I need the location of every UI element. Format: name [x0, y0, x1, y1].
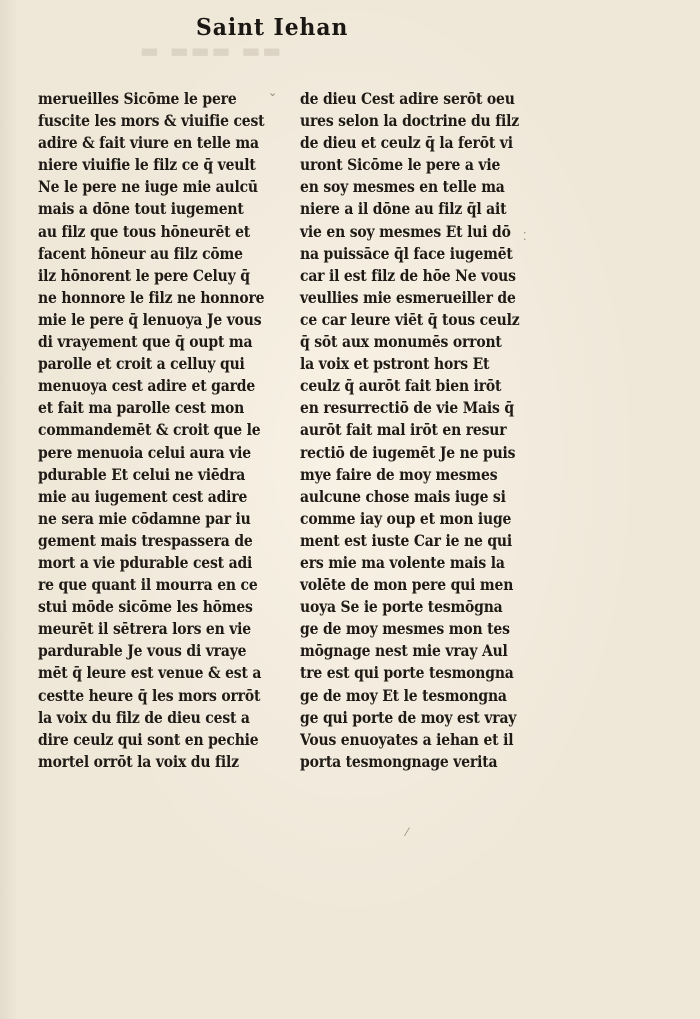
text-line: q̄ sōt aux monumēs orront: [300, 332, 502, 352]
paper-speck: ⁚: [523, 230, 527, 243]
text-line: pardurable Je vous di vraye: [38, 641, 247, 661]
running-head: Saint Iehan: [196, 14, 349, 41]
text-line: pere menuoia celui aura vie: [38, 442, 251, 462]
text-line: ge qui porte de moy est vray: [300, 707, 517, 727]
text-line: na puissāce q̄l face iugemēt: [300, 243, 513, 263]
text-line: mye faire de moy mesmes: [300, 464, 498, 484]
text-line: di vrayement que q̄ oupt ma: [38, 332, 253, 352]
paper-speck: ⌄: [268, 86, 278, 99]
text-line: menuoya cest adire et garde: [38, 376, 256, 396]
text-line: uoya Se ie porte tesmōgna: [300, 597, 503, 617]
text-line: merueilles Sicōme le pere: [38, 89, 237, 108]
text-line: re que quant il mourra en ce: [38, 575, 258, 595]
text-line: mais a dōne tout iugement: [38, 199, 244, 219]
text-line: parolle et croit a celluy qui: [38, 354, 245, 374]
text-line: dire ceulz qui sont en pechie: [38, 729, 259, 749]
text-line: ilz hōnorent le pere Celuy q̄: [38, 265, 250, 285]
text-line: car il est filz de hōe Ne vous: [300, 265, 516, 285]
text-line: veullies mie esmerueiller de: [300, 287, 516, 307]
text-line: en resurrectiō de vie Mais q̄: [300, 398, 514, 418]
text-line: ge de moy mesmes mon tes: [300, 619, 510, 639]
text-line: mie le pere q̄ lenuoya Je vous: [38, 309, 262, 329]
text-line: de dieu Cest adire serōt oeu: [300, 89, 515, 108]
text-line: porta tesmongnage verita: [300, 751, 498, 771]
text-line: facent hōneur au filz cōme: [38, 243, 243, 263]
text-line: stui mōde sicōme les hōmes: [38, 597, 253, 617]
text-line: aulcune chose mais iuge si: [300, 486, 506, 506]
text-line: mēt q̄ leure est venue & est a: [38, 663, 262, 683]
text-line: aurōt fait mal irōt en resur: [300, 420, 507, 440]
show-through-text: ▬ ▬▬▬ ▬▬: [140, 42, 284, 66]
text-line: la voix du filz de dieu cest a: [38, 707, 250, 727]
right-text-column: [300, 88, 522, 773]
text-line: de dieu et ceulz q̄ la ferōt vi: [300, 133, 513, 153]
text-line: la voix et pstront hors Et: [300, 354, 490, 374]
text-line: mie au iugement cest adire: [38, 486, 248, 506]
text-line: adire & fait viure en telle ma: [38, 133, 259, 153]
text-line: ures selon la doctrine du filz: [300, 111, 520, 131]
text-line: niere viuifie le filz ce q̄ veult: [38, 155, 256, 175]
text-line: ce car leure viēt q̄ tous ceulz: [300, 309, 520, 329]
text-line: ne honnore le filz ne honnore: [38, 287, 265, 307]
text-line: mōgnage nest mie vray Aul: [300, 641, 508, 661]
text-line: mortel orrōt la voix du filz: [38, 751, 239, 771]
text-line: au filz que tous hōneurēt et: [38, 221, 251, 241]
text-line: commandemēt & croit que le: [38, 420, 261, 440]
text-line: ne sera mie cōdamne par iu: [38, 508, 251, 528]
text-line: meurēt il sētrera lors en vie: [38, 619, 252, 639]
text-line: en soy mesmes en telle ma: [300, 177, 505, 197]
text-line: rectiō de iugemēt Je ne puis: [300, 442, 516, 462]
text-line: pdurable Et celui ne viēdra: [38, 464, 246, 484]
text-line: Vous enuoyates a iehan et il: [300, 729, 514, 749]
text-line: fuscite les mors & viuifie cest: [38, 111, 265, 131]
text-line: ment est iuste Car ie ne qui: [300, 530, 512, 550]
text-line: niere a il dōne au filz q̄l ait: [300, 199, 507, 219]
text-line: ceulz q̄ aurōt fait bien irōt: [300, 376, 502, 396]
text-line: vie en soy mesmes Et lui dō: [300, 221, 511, 241]
text-line: comme iay oup et mon iuge: [300, 508, 512, 528]
text-line: gement mais trespassera de: [38, 530, 253, 550]
text-line: ge de moy Et le tesmongna: [300, 685, 507, 705]
text-line: uront Sicōme le pere a vie: [300, 155, 501, 175]
text-line: et fait ma parolle cest mon: [38, 398, 245, 418]
text-line: Ne le pere ne iuge mie aulcū: [38, 177, 258, 197]
text-line: mort a vie pdurable cest adi: [38, 552, 253, 572]
left-text-column: [38, 88, 265, 773]
paper-speck: ⁄: [406, 826, 408, 839]
text-line: cestte heure q̄ les mors orrōt: [38, 685, 261, 705]
text-line: tre est qui porte tesmongna: [300, 663, 514, 683]
text-line: volēte de mon pere qui men: [300, 575, 514, 595]
text-line: ers mie ma volente mais la: [300, 552, 505, 572]
